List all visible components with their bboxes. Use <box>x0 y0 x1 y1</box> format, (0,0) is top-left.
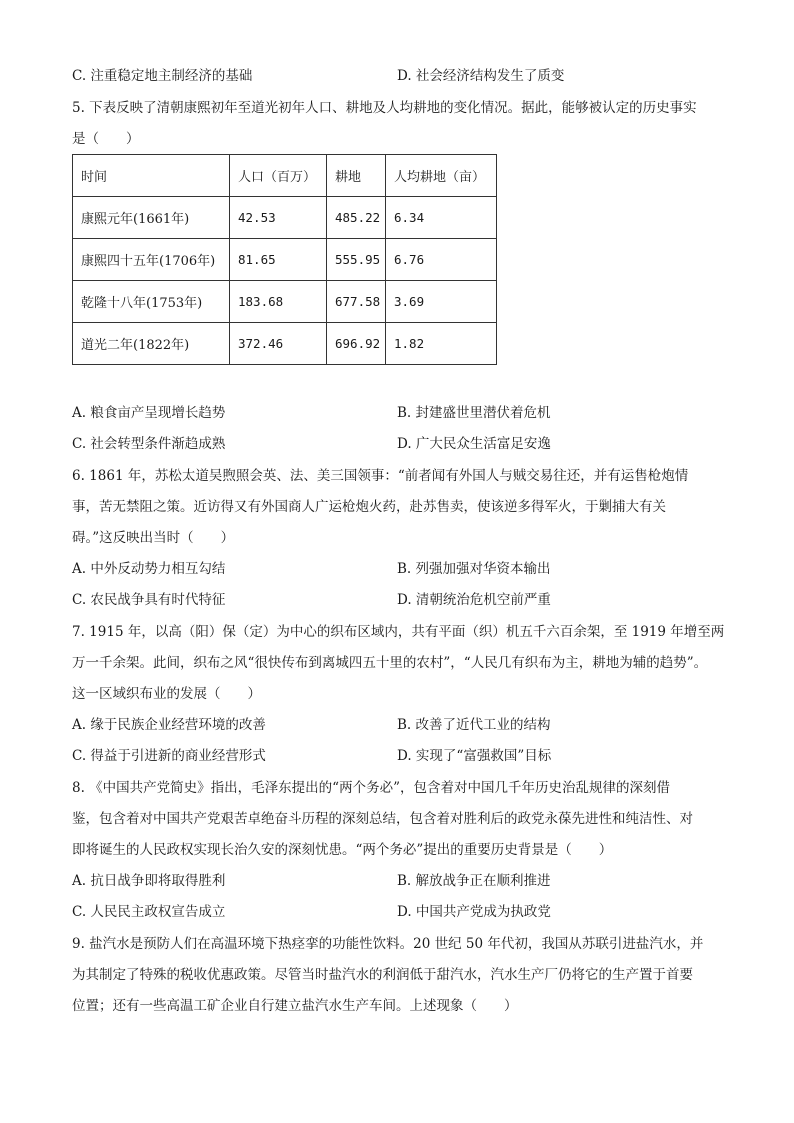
table-row <box>73 197 497 239</box>
table-cell-farmland: 555.95 <box>327 239 386 281</box>
q6-option-c: C. 农民战争具有时代特征 <box>72 592 226 608</box>
table-cell-population: 372.46 <box>230 323 327 365</box>
table-row <box>73 323 497 365</box>
table-header-row <box>73 155 497 197</box>
q6-stem-line3: 碍。”这反映出当时（ ） <box>72 530 235 546</box>
q6-stem-line2: 事，苦无禁阻之策。近访得又有外国商人广运枪炮火药，赴苏售卖，使该逆多得军火，于剿捕大有关 <box>72 499 666 515</box>
q6-option-d: D. 清朝统治危机空前严重 <box>397 592 551 608</box>
table-row <box>73 281 497 323</box>
q9-stem-line1: 9. 盐汽水是预防人们在高温环境下热痉挛的功能性饮料。20 世纪 50 年代初，我国从苏联引进盐汽水，并 <box>72 936 704 952</box>
q5-option-c: C. 社会转型条件渐趋成熟 <box>72 436 226 452</box>
table-cell-period: 康熙元年(1661年) <box>73 197 230 239</box>
q6-option-b: B. 列强加强对华资本输出 <box>397 561 551 577</box>
q8-stem-line3: 即将诞生的人民政权实现长治久安的深刻忧患。“两个务必”提出的重要历史背景是（ ） <box>72 842 613 858</box>
q8-option-b: B. 解放战争正在顺利推进 <box>397 873 551 889</box>
q7-stem-line3: 这一区域织布业的发展（ ） <box>72 686 261 702</box>
q8-option-a: A. 抗日战争即将取得胜利 <box>72 873 226 889</box>
q6-stem-line1: 6. 1861 年，苏松太道吴煦照会英、法、美三国领事：“前者闻有外国人与贼交易往还，并有运售枪炮情 <box>72 468 689 484</box>
table-header-cell: 人均耕地（亩） <box>386 155 497 197</box>
table-cell-per-capita: 3.69 <box>386 281 497 323</box>
table-header-cell: 人口（百万） <box>230 155 327 197</box>
q8-stem-line2: 鉴，包含着对中国共产党艰苦卓绝奋斗历程的深刻总结，包含着对胜利后的政党永葆先进性和纯洁性、对 <box>72 811 693 827</box>
q5-option-a: A. 粮食亩产呈现增长趋势 <box>72 405 226 421</box>
q9-stem-line3: 位置；还有一些高温工矿企业自行建立盐汽水生产车间。上述现象（ ） <box>72 998 518 1014</box>
table-cell-period: 道光二年(1822年) <box>73 323 230 365</box>
table-cell-farmland: 696.92 <box>327 323 386 365</box>
q8-option-d: D. 中国共产党成为执政党 <box>397 904 551 920</box>
q8-stem-line1: 8. 《中国共产党简史》指出，毛泽东提出的“两个务必”，包含着对中国几千年历史治乱规律的深刻借 <box>72 780 670 796</box>
q7-option-c: C. 得益于引进新的商业经营形式 <box>72 748 266 764</box>
q6-option-a: A. 中外反动势力相互勾结 <box>72 561 226 577</box>
q5-stem-line1: 5. 下表反映了清朝康熙初年至道光初年人口、耕地及人均耕地的变化情况。据此，能够被认定的历史事实 <box>72 100 697 116</box>
table-cell-per-capita: 6.76 <box>386 239 497 281</box>
table-cell-period: 康熙四十五年(1706年) <box>73 239 230 281</box>
q7-stem-line1: 7. 1915 年，以高（阳）保（定）为中心的织布区域内，共有平面（织）机五千六百余架，至 1919 年增至两 <box>72 624 725 640</box>
table-cell-population: 42.53 <box>230 197 327 239</box>
table-cell-per-capita: 6.34 <box>386 197 497 239</box>
q5-option-d: D. 广大民众生活富足安逸 <box>397 436 551 452</box>
q7-option-b: B. 改善了近代工业的结构 <box>397 717 551 733</box>
table-header-cell: 耕地 <box>327 155 386 197</box>
table-cell-population: 81.65 <box>230 239 327 281</box>
q5-option-b: B. 封建盛世里潜伏着危机 <box>397 405 551 421</box>
q7-option-d: D. 实现了“富强救国”目标 <box>397 748 552 764</box>
table-cell-period: 乾隆十八年(1753年) <box>73 281 230 323</box>
q4-option-c: C. 注重稳定地主制经济的基础 <box>72 68 253 84</box>
q9-stem-line2: 为其制定了特殊的税收优惠政策。尽管当时盐汽水的利润低于甜汽水，汽水生产厂仍将它的生产置于首要 <box>72 967 693 983</box>
q8-option-c: C. 人民民主政权宣告成立 <box>72 904 226 920</box>
q5-data-table <box>72 154 497 365</box>
q7-option-a: A. 缘于民族企业经营环境的改善 <box>72 717 266 733</box>
table-cell-population: 183.68 <box>230 281 327 323</box>
q5-stem-line2: 是（ ） <box>72 131 140 147</box>
table-row <box>73 239 497 281</box>
q7-stem-line2: 万一千余架。此间，织布之风“很快传布到离城四五十里的农村”，“人民几有织布为主，耕地为辅的趋势”。 <box>72 655 708 671</box>
table-cell-farmland: 677.58 <box>327 281 386 323</box>
table-cell-per-capita: 1.82 <box>386 323 497 365</box>
q4-option-d: D. 社会经济结构发生了质变 <box>397 68 565 84</box>
table-header-cell: 时间 <box>73 155 230 197</box>
table-cell-farmland: 485.22 <box>327 197 386 239</box>
